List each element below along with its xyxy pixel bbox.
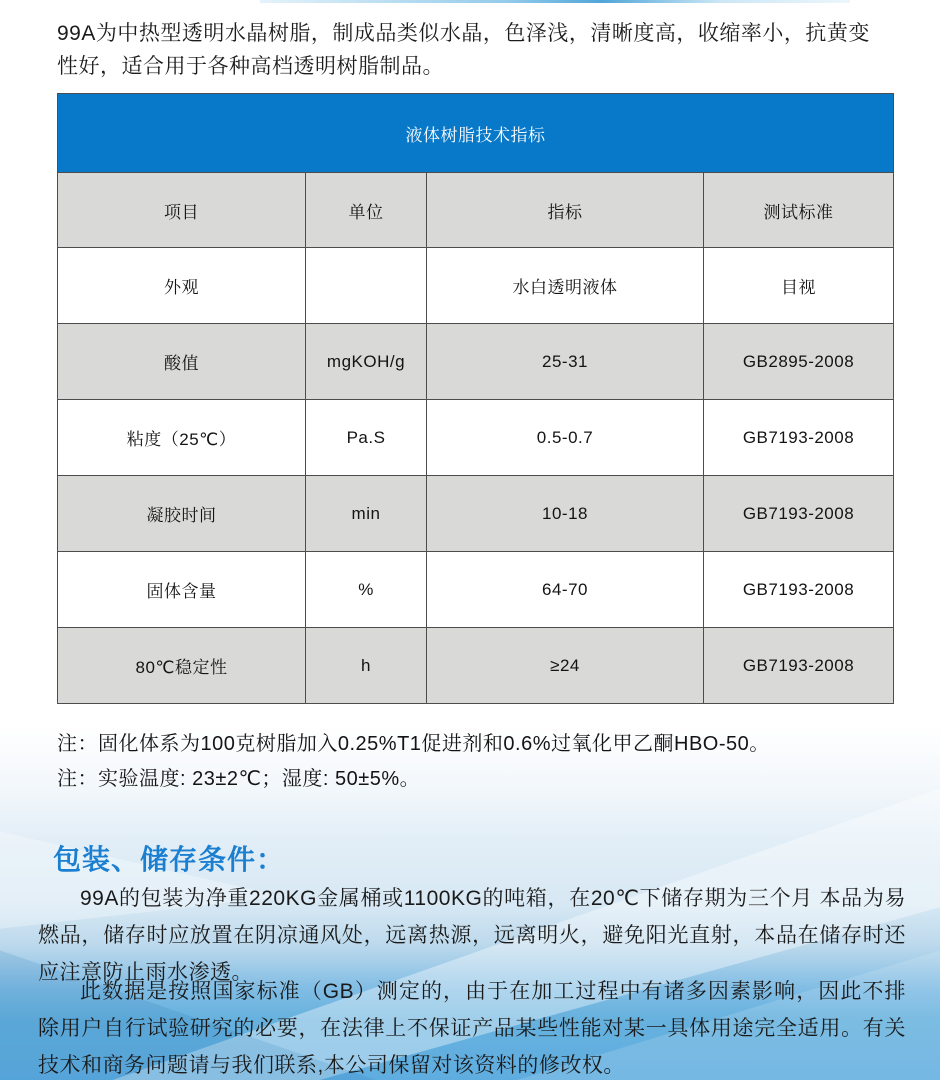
footnote-curing-system: 注：固化体系为100克树脂加入0.25%T1促进剂和0.6%过氧化甲乙酮HBO-50。 <box>57 733 770 755</box>
cell-standard: GB7193-2008 <box>704 476 894 552</box>
cell-spec: 25-31 <box>427 324 704 400</box>
cell-standard: 目视 <box>704 248 894 324</box>
footnote-test-conditions: 注：实验温度: 23±2℃；湿度: 50±5%。 <box>57 768 421 790</box>
col-header-unit: 单位 <box>306 173 427 248</box>
table-row <box>58 400 894 476</box>
cell-standard: GB7193-2008 <box>704 400 894 476</box>
col-header-standard: 测试标准 <box>704 173 894 248</box>
table-row <box>58 324 894 400</box>
cell-standard: GB7193-2008 <box>704 552 894 628</box>
cell-unit <box>306 248 427 324</box>
table-row <box>58 628 894 704</box>
table-row <box>58 248 894 324</box>
cell-spec: ≥24 <box>427 628 704 704</box>
intro-paragraph: 99A为中热型透明水晶树脂，制成品类似水晶，色泽浅，清晰度高，收缩率小，抗黄变性好，适合用于各种高档透明树脂制品。 <box>57 22 870 78</box>
storage-paragraph: 99A的包装为净重220KG金属桶或1100KG的吨箱，在20℃下储存期为三个月 本品为易燃品，储存时应放置在阴凉通风处，远离热源，远离明火，避免阳光直射，本品在储存时还应注意防止雨水渗透。 <box>38 887 906 984</box>
cell-item: 粘度（25℃） <box>58 400 306 476</box>
cell-unit: Pa.S <box>306 400 427 476</box>
disclaimer-paragraph: 此数据是按照国家标准（GB）测定的，由于在加工过程中有诸多因素影响，因此不排除用户自行试验研究的必要，在法律上不保证产品某些性能对某一具体用途完全适用。有关技术和商务问题请与我们联系,本公司保留对该资料的修改权。 <box>38 980 906 1077</box>
cell-standard: GB2895-2008 <box>704 324 894 400</box>
table-row <box>58 476 894 552</box>
cell-unit: % <box>306 552 427 628</box>
cell-item: 外观 <box>58 248 306 324</box>
table-row <box>58 552 894 628</box>
table-title: 液体树脂技术指标 <box>58 94 894 173</box>
spec-table <box>57 93 894 704</box>
cell-item: 固体含量 <box>58 552 306 628</box>
storage-section-heading: 包装、储存条件： <box>53 844 286 875</box>
cell-standard: GB7193-2008 <box>704 628 894 704</box>
table-header-row <box>58 173 894 248</box>
col-header-spec: 指标 <box>427 173 704 248</box>
top-cropped-banner-fragment <box>260 0 850 3</box>
cell-spec: 10-18 <box>427 476 704 552</box>
cell-unit: min <box>306 476 427 552</box>
col-header-item: 项目 <box>58 173 306 248</box>
cell-spec: 64-70 <box>427 552 704 628</box>
cell-spec: 0.5-0.7 <box>427 400 704 476</box>
cell-item: 酸值 <box>58 324 306 400</box>
cell-item: 凝胶时间 <box>58 476 306 552</box>
cell-spec: 水白透明液体 <box>427 248 704 324</box>
table-title-row <box>58 94 894 173</box>
cell-unit: h <box>306 628 427 704</box>
cell-unit: mgKOH/g <box>306 324 427 400</box>
cell-item: 80℃稳定性 <box>58 628 306 704</box>
